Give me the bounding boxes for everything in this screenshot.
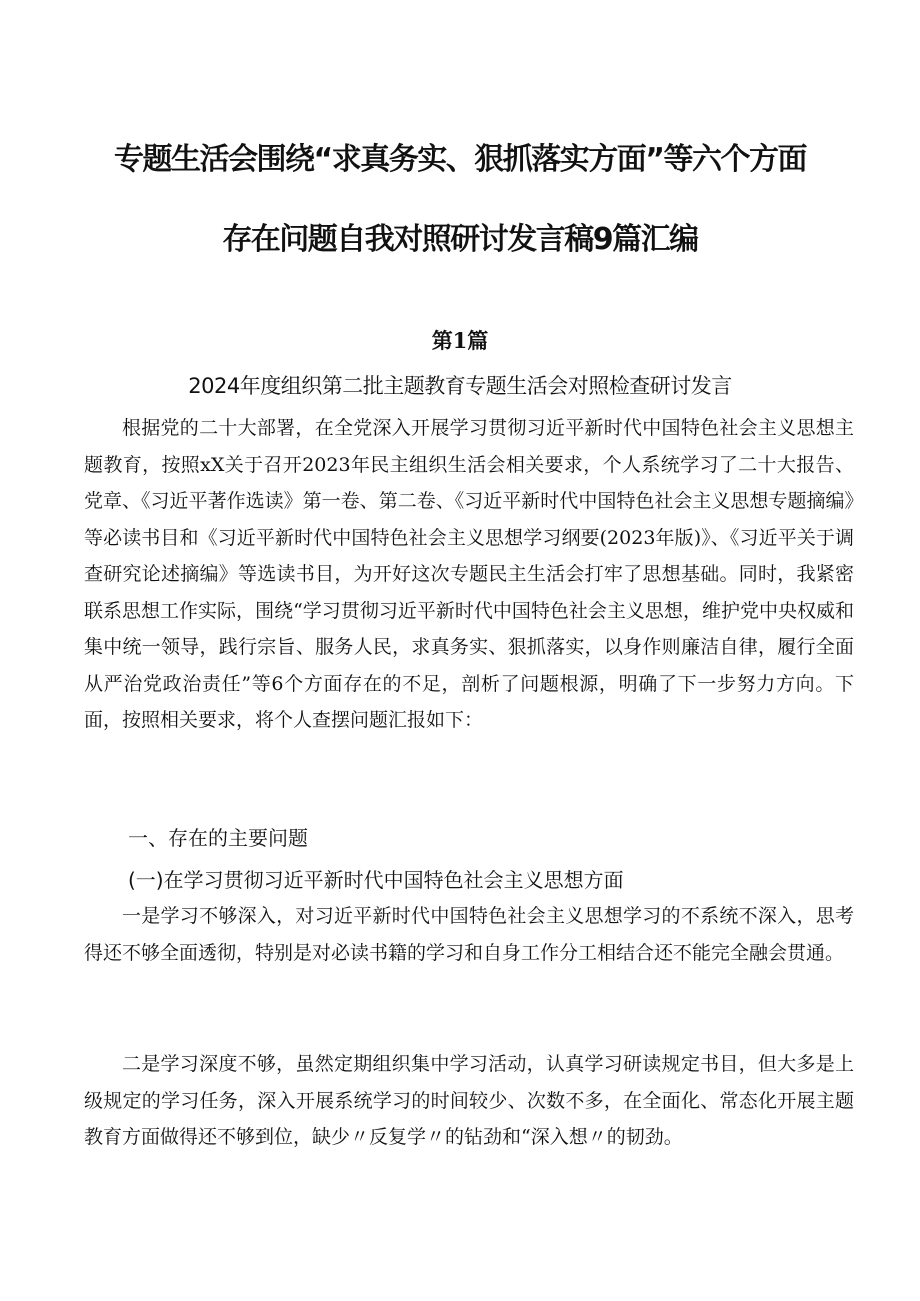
chapter-label: 第1篇 [431,328,489,353]
article-subtitle: 2024年度组织第二批主题教育专题生活会对照检查研讨发言 [188,374,732,398]
section-heading: 一、存在的主要问题 [128,826,308,850]
body-paragraph-intro: 根据党的二十大部署，在全党深入开展学习贯彻习近平新时代中国特色社会主义思想主题教育，按照xX关于召开2023年民主组织生活会相关要求，个人系统学习了二十大报告、党章、《习近平著作选读》第一卷、第二卷、《习近平新时代中国特色社会主义思想专题摘编》等必读书目和《习近平新时代中国特色社会主义思想学习纲要(2023年版)》、《习近平关于调查研究论述摘编》等选读书目，为开好这次专题民主生活会打牢了思想基础。同时，我紧密联系思想工作实际，围绕“学习贯彻习近平新时代中国特色社会主义思想，维护党中央权威和集中统一领导，践行宗旨、服务人民，求真务实、狠抓落实，以身作则廉洁自律，履行全面从严治党政治责任”等6个方面存在的不足，剖析了问题根源，明确了下一步努力方向。下面，按照相关要求，将个人查摆问题汇报如下： [84,417,854,731]
document-title-line-2: 存在问题自我对照研讨发言稿9篇汇编 [222,222,698,257]
body-paragraph-point-1: 一是学习不够深入，对习近平新时代中国特色社会主义思想学习的不系统不深入，思考得还不够全面透彻，特别是对必读书籍的学习和自身工作分工相结合还不能完全融会贯通。 [84,905,854,964]
document-title-line-1: 专题生活会围绕“求真务实、狠抓落实方面”等六个方面 [114,142,806,177]
body-paragraph-point-2: 二是学习深度不够，虽然定期组织集中学习活动，认真学习研读规定书目，但大多是上级规定的学习任务，深入开展系统学习的时间较少、次数不多，在全面化、常态化开展主题教育方面做得还不够到位，缺少〃反复学〃的钻劲和“深入想〃的韧劲。 [84,1053,854,1148]
subsection-heading: (一)在学习贯彻习近平新时代中国特色社会主义思想方面 [128,868,624,892]
